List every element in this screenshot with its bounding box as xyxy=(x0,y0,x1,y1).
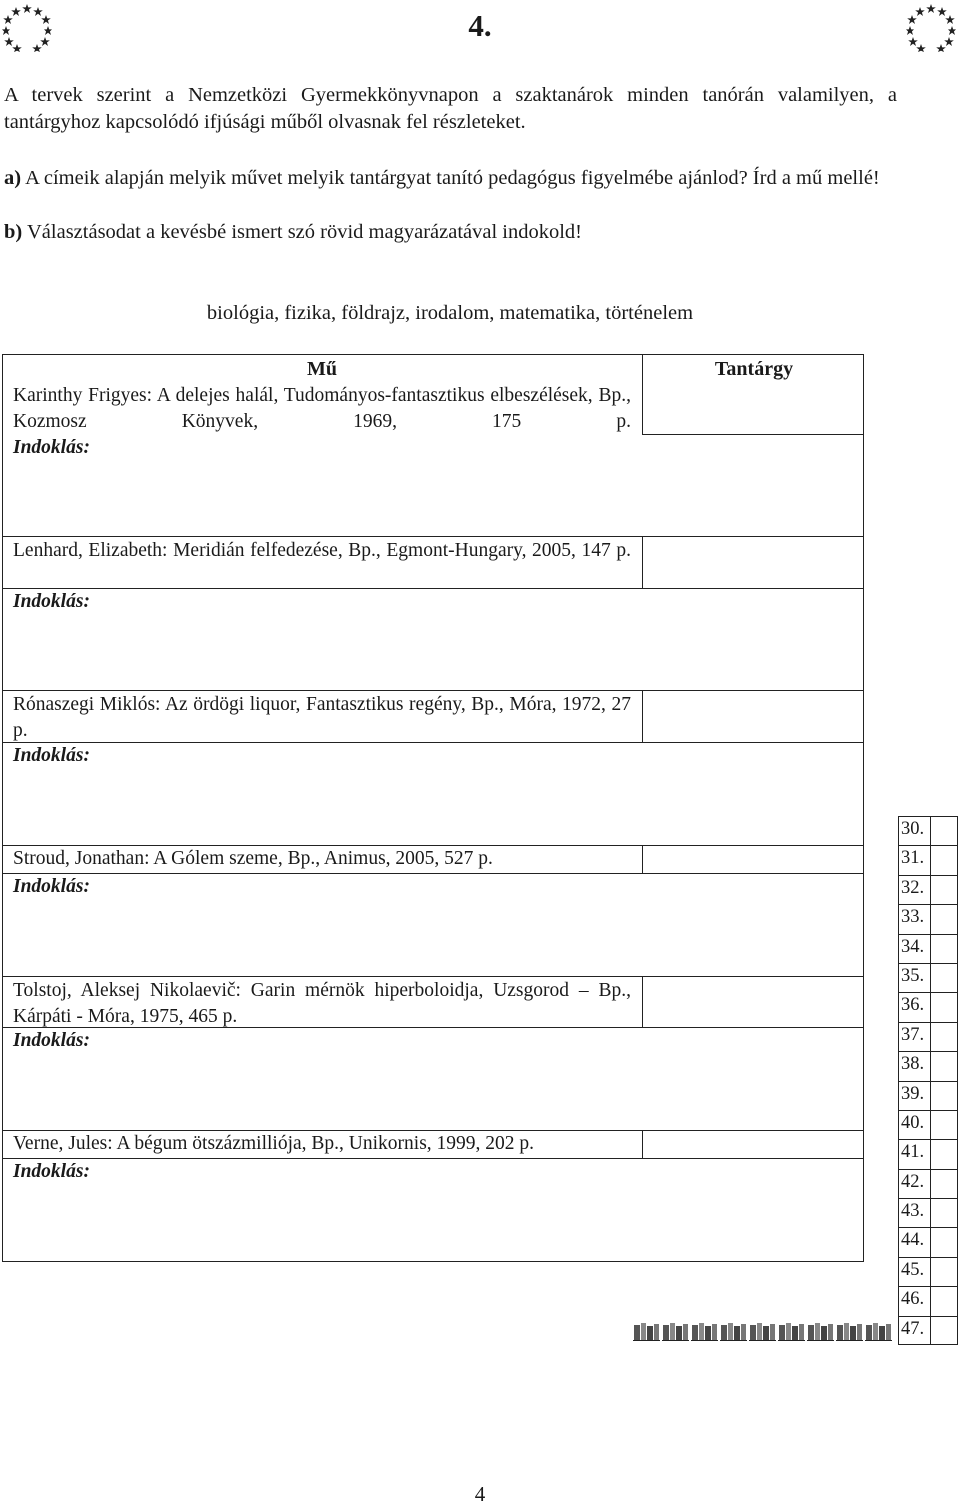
answer-table xyxy=(2,354,864,1262)
score-box[interactable] xyxy=(930,993,931,1021)
score-item-number: 41. xyxy=(901,1142,925,1163)
score-item-number: 38. xyxy=(901,1054,925,1075)
column-divider xyxy=(642,354,643,434)
page-title: 4. xyxy=(468,8,492,43)
score-item-number: 47. xyxy=(901,1318,925,1339)
task-a xyxy=(4,165,897,192)
score-box[interactable] xyxy=(930,1317,931,1344)
score-box[interactable] xyxy=(930,1023,931,1051)
score-item xyxy=(898,992,958,1021)
row-separator xyxy=(2,588,864,589)
score-box[interactable] xyxy=(930,1052,931,1080)
score-box[interactable] xyxy=(930,846,931,874)
score-item xyxy=(898,1139,958,1168)
score-item-number: 33. xyxy=(901,907,925,928)
book-stack-icon xyxy=(807,1321,834,1341)
row-separator xyxy=(2,873,864,874)
score-item-number: 42. xyxy=(901,1171,925,1192)
book-icons-row xyxy=(633,1321,895,1343)
book-stack-icon xyxy=(662,1321,689,1341)
score-box[interactable] xyxy=(930,905,931,933)
column-divider xyxy=(642,976,643,1027)
page-number: 4 xyxy=(474,1482,486,1506)
intro-paragraph: A tervek szerint a Nemzetközi Gyermekkönyvnapon a szaktanárok minden tanórán valamilyen, a tantárgyhoz kapcsolódó ifjúsági műből olvasnak fel részleteket. xyxy=(4,84,897,133)
score-box[interactable] xyxy=(930,1228,931,1256)
score-item-number: 32. xyxy=(901,877,925,898)
column-header-work: Mű xyxy=(307,358,337,380)
score-item-number: 31. xyxy=(901,848,925,869)
work-title-1: Karinthy Frigyes: A delejes halál, Tudományos-fantasztikus elbeszélések, Bp., Kozmosz Könyvek, 1969, 175 p. xyxy=(13,385,631,432)
score-item xyxy=(898,1081,958,1110)
task-b xyxy=(4,219,582,246)
score-column xyxy=(898,816,958,1345)
score-item-number: 46. xyxy=(901,1289,925,1310)
score-box[interactable] xyxy=(930,1140,931,1168)
score-item xyxy=(898,1198,958,1227)
score-item xyxy=(898,1169,958,1198)
score-item-number: 45. xyxy=(901,1259,925,1280)
score-item xyxy=(898,1316,958,1345)
score-box[interactable] xyxy=(930,1170,931,1198)
column-divider xyxy=(642,845,643,873)
work-title-4: Stroud, Jonathan: A Gólem szeme, Bp., Animus, 2005, 527 p. xyxy=(13,848,493,869)
score-item-number: 44. xyxy=(901,1230,925,1251)
task-b-text: Választásodat a kevésbé ismert szó rövid magyarázatával indokold! xyxy=(27,221,583,243)
score-box[interactable] xyxy=(930,1287,931,1315)
work-title-3: Rónaszegi Miklós: Az ördögi liquor, Fantasztikus regény, Bp., Móra, 1972, 27 p. xyxy=(13,694,631,741)
reason-label-5: Indoklás: xyxy=(13,1030,90,1051)
score-item-number: 39. xyxy=(901,1083,925,1104)
score-item-number: 36. xyxy=(901,995,925,1016)
score-item xyxy=(898,1257,958,1286)
score-item-number: 37. xyxy=(901,1024,925,1045)
score-item xyxy=(898,845,958,874)
reason-label-6: Indoklás: xyxy=(13,1161,90,1182)
score-box[interactable] xyxy=(930,1258,931,1286)
score-item xyxy=(898,1051,958,1080)
work-title-5: Tolstoj, Aleksej Nikolaevič: Garin mérnök hiperboloidja, Uzsgorod – Bp., Kárpáti - Móra, 1975, 465 p. xyxy=(13,980,631,1027)
subject-list: biológia, fizika, földrajz, irodalom, matematika, történelem xyxy=(206,302,694,324)
book-stack-icon xyxy=(836,1321,863,1341)
score-item-number: 34. xyxy=(901,936,925,957)
task-a-text: A címeik alapján melyik művet melyik tantárgyat tanító pedagógus figyelmébe ajánlod? Írd a mű mellé! xyxy=(25,167,880,189)
row-separator xyxy=(2,1158,864,1159)
book-stack-icon xyxy=(720,1321,747,1341)
reason-label-2: Indoklás: xyxy=(13,591,90,612)
column-header-subject: Tantárgy xyxy=(714,358,794,380)
score-item xyxy=(898,963,958,992)
score-item-number: 40. xyxy=(901,1112,925,1133)
column-divider xyxy=(642,690,643,742)
row-separator xyxy=(2,536,864,537)
reason-label-1: Indoklás: xyxy=(13,437,90,458)
score-item xyxy=(898,816,958,845)
score-item xyxy=(898,1110,958,1139)
score-box[interactable] xyxy=(930,935,931,963)
score-box[interactable] xyxy=(930,817,931,845)
score-item-number: 35. xyxy=(901,965,925,986)
score-item xyxy=(898,1227,958,1256)
book-stack-icon xyxy=(778,1321,805,1341)
score-box[interactable] xyxy=(930,964,931,992)
book-stack-icon xyxy=(633,1321,660,1341)
task-a-label: a) xyxy=(4,167,22,189)
score-item xyxy=(898,934,958,963)
score-box[interactable] xyxy=(930,1082,931,1110)
score-item-number: 43. xyxy=(901,1201,925,1222)
book-stack-icon xyxy=(691,1321,718,1341)
column-divider xyxy=(642,536,643,588)
work-title-2: Lenhard, Elizabeth: Meridián felfedezése, Bp., Egmont-Hungary, 2005, 147 p. xyxy=(13,540,631,561)
row-separator xyxy=(2,976,864,977)
row-separator xyxy=(2,690,864,691)
book-stack-icon xyxy=(749,1321,776,1341)
column-divider xyxy=(642,1130,643,1158)
task-b-label: b) xyxy=(4,221,23,243)
reason-label-4: Indoklás: xyxy=(13,876,90,897)
work-title-6: Verne, Jules: A bégum ötszázmilliója, Bp., Unikornis, 1999, 202 p. xyxy=(13,1133,535,1154)
book-stack-icon xyxy=(865,1321,892,1341)
score-box[interactable] xyxy=(930,1111,931,1139)
subject-cell-bottom xyxy=(642,434,864,435)
score-item xyxy=(898,1022,958,1051)
score-item xyxy=(898,875,958,904)
score-item xyxy=(898,904,958,933)
score-item-number: 30. xyxy=(901,819,925,839)
reason-label-3: Indoklás: xyxy=(13,745,90,766)
score-item xyxy=(898,1286,958,1315)
score-box[interactable] xyxy=(930,1199,931,1227)
score-box[interactable] xyxy=(930,876,931,904)
